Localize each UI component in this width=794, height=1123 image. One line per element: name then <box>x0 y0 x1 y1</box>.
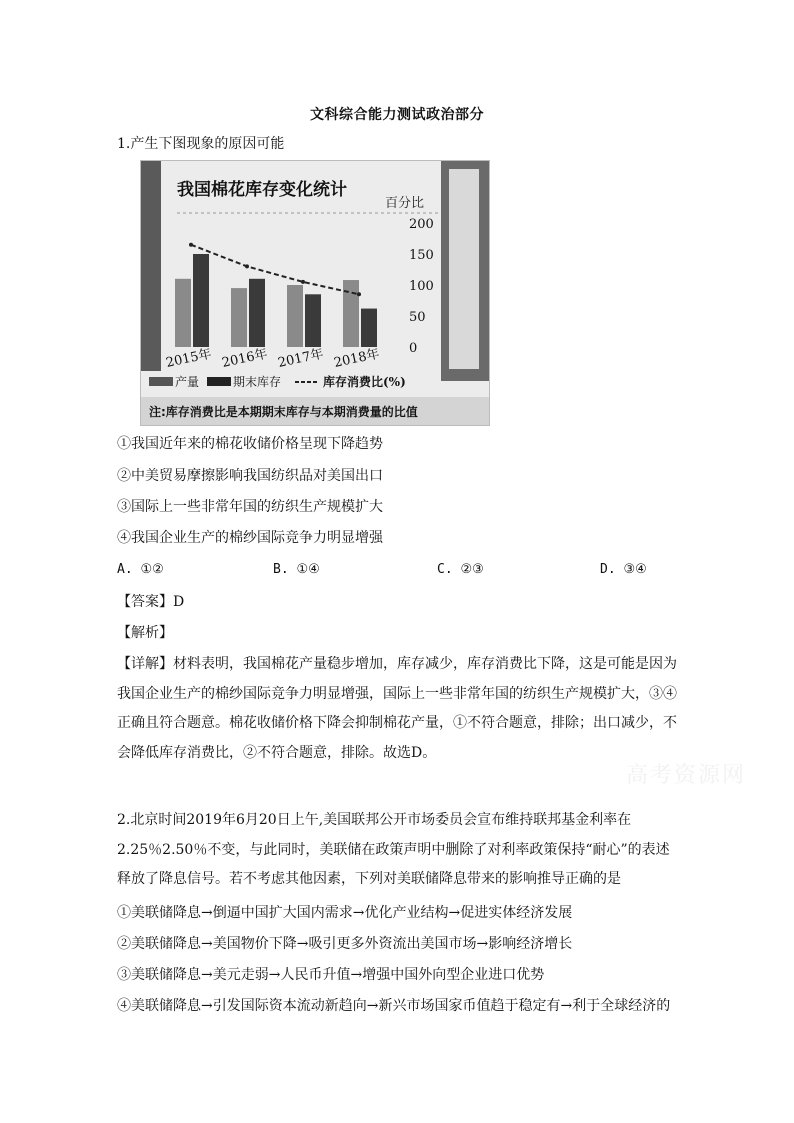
x-axis-group <box>165 346 381 371</box>
bar-output-0 <box>175 279 191 347</box>
bar-stock-2 <box>305 294 321 347</box>
q2-option-1: ①美联储降息→倒逼中国扩大国内需求→优化产业结构→促进实体经济发展 <box>117 905 573 921</box>
q1-option-1: ①我国近年来的棉花收储价格呈现下降趋势 <box>117 436 383 452</box>
x-tick-2: 2017年 <box>276 346 325 371</box>
q1-choice-a: A. ①② <box>117 562 164 577</box>
chart-title: 我国棉花库存变化统计 <box>177 180 347 200</box>
point-ratio-0 <box>189 243 193 247</box>
bar-output-2 <box>287 285 303 347</box>
q1-detail: 【详解】材料表明，我国棉花产量稳步增加，库存减少，库存消费比下降，这是可能是因为我国企业生产的棉纱国际竞争力明显增强，国际上一些非常年国的纺织生产规模扩大，③④正确且符合题意。棉花收储价格下降会抑制棉花产量，①不符合题意，排除；出口减少，不会降低库存消费比，②不符合题意，排除。故选D。 <box>117 656 677 761</box>
legend-swatch-output <box>149 377 173 386</box>
q1-choice-b: B. ①④ <box>273 562 320 577</box>
scan-edge-left <box>141 161 161 371</box>
x-tick-1: 2016年 <box>220 346 269 371</box>
legend-swatch-stock <box>207 377 231 386</box>
q1-option-3: ③国际上一些非常年国的纺织生产规模扩大 <box>117 499 383 515</box>
x-tick-3: 2018年 <box>332 346 381 371</box>
q2-option-4: ④美联储降息→引发国际资本流动新趋向→新兴市场国家币值趋于稳定有→利于全球经济的 <box>117 998 671 1014</box>
question-1-stem: 1.产生下图现象的原因可能 <box>117 136 285 152</box>
bar-output-1 <box>231 288 247 347</box>
bar-stock-0 <box>193 254 209 347</box>
scan-edge-right-inner <box>449 169 479 369</box>
legend-ratio: 库存消费比(%) <box>323 375 406 389</box>
y-tick-2: 100 <box>409 279 434 294</box>
q1-option-4: ④我国企业生产的棉纱国际竞争力明显增强 <box>117 530 383 546</box>
legend-stock: 期末库存 <box>233 375 282 389</box>
page-title: 文科综合能力测试政治部分 <box>310 107 484 123</box>
point-ratio-2 <box>301 280 305 284</box>
q2-option-2: ②美联储降息→美国物价下降→吸引更多外资流出美国市场→影响经济增长 <box>117 936 573 952</box>
legend-output: 产量 <box>175 375 200 389</box>
question-2-stem: 2.北京时间2019年6月20日上午,美国联邦公开市场委员会宣布维持联邦基金利率在2.25％2.50％不变，与此同时，美联储在政策声明中删除了对利率政策保持“耐心”的表述释放了降息信号。若不考虑其他因素，下列对美联储降息带来的影响推导正确的是 <box>117 812 670 887</box>
q1-choice-d: D. ③④ <box>600 562 647 577</box>
bar-output-3 <box>343 280 359 347</box>
bar-stock-3 <box>361 309 377 347</box>
y-axis-group <box>409 217 434 356</box>
chart-svg <box>141 161 489 425</box>
point-ratio-1 <box>245 264 249 268</box>
watermark: 高考资源网 <box>626 763 747 788</box>
bars-group <box>175 243 377 347</box>
chart-note: 注:库存消费比是本期期末库存与本期消费量的比值 <box>149 405 418 419</box>
q1-choice-c: C. ②③ <box>437 562 484 577</box>
q1-option-2: ②中美贸易摩擦影响我国纺织品对美国出口 <box>117 468 383 484</box>
bar-stock-1 <box>249 279 265 347</box>
y-tick-1: 150 <box>409 248 434 263</box>
x-tick-0: 2015年 <box>164 346 213 371</box>
chart-unit-label: 百分比 <box>385 196 425 211</box>
q2-option-3: ③美联储降息→美元走弱→人民币升值→增强中国外向型企业进口优势 <box>117 967 545 983</box>
y-tick-0: 200 <box>409 217 434 232</box>
line-ratio <box>191 245 359 295</box>
q1-analysis-label: 【解析】 <box>117 625 173 641</box>
q1-answer: 【答案】D <box>117 594 185 610</box>
cotton-stock-chart <box>140 160 490 426</box>
point-ratio-3 <box>357 292 361 296</box>
y-tick-3: 50 <box>409 310 426 325</box>
y-tick-4: 0 <box>409 341 418 356</box>
